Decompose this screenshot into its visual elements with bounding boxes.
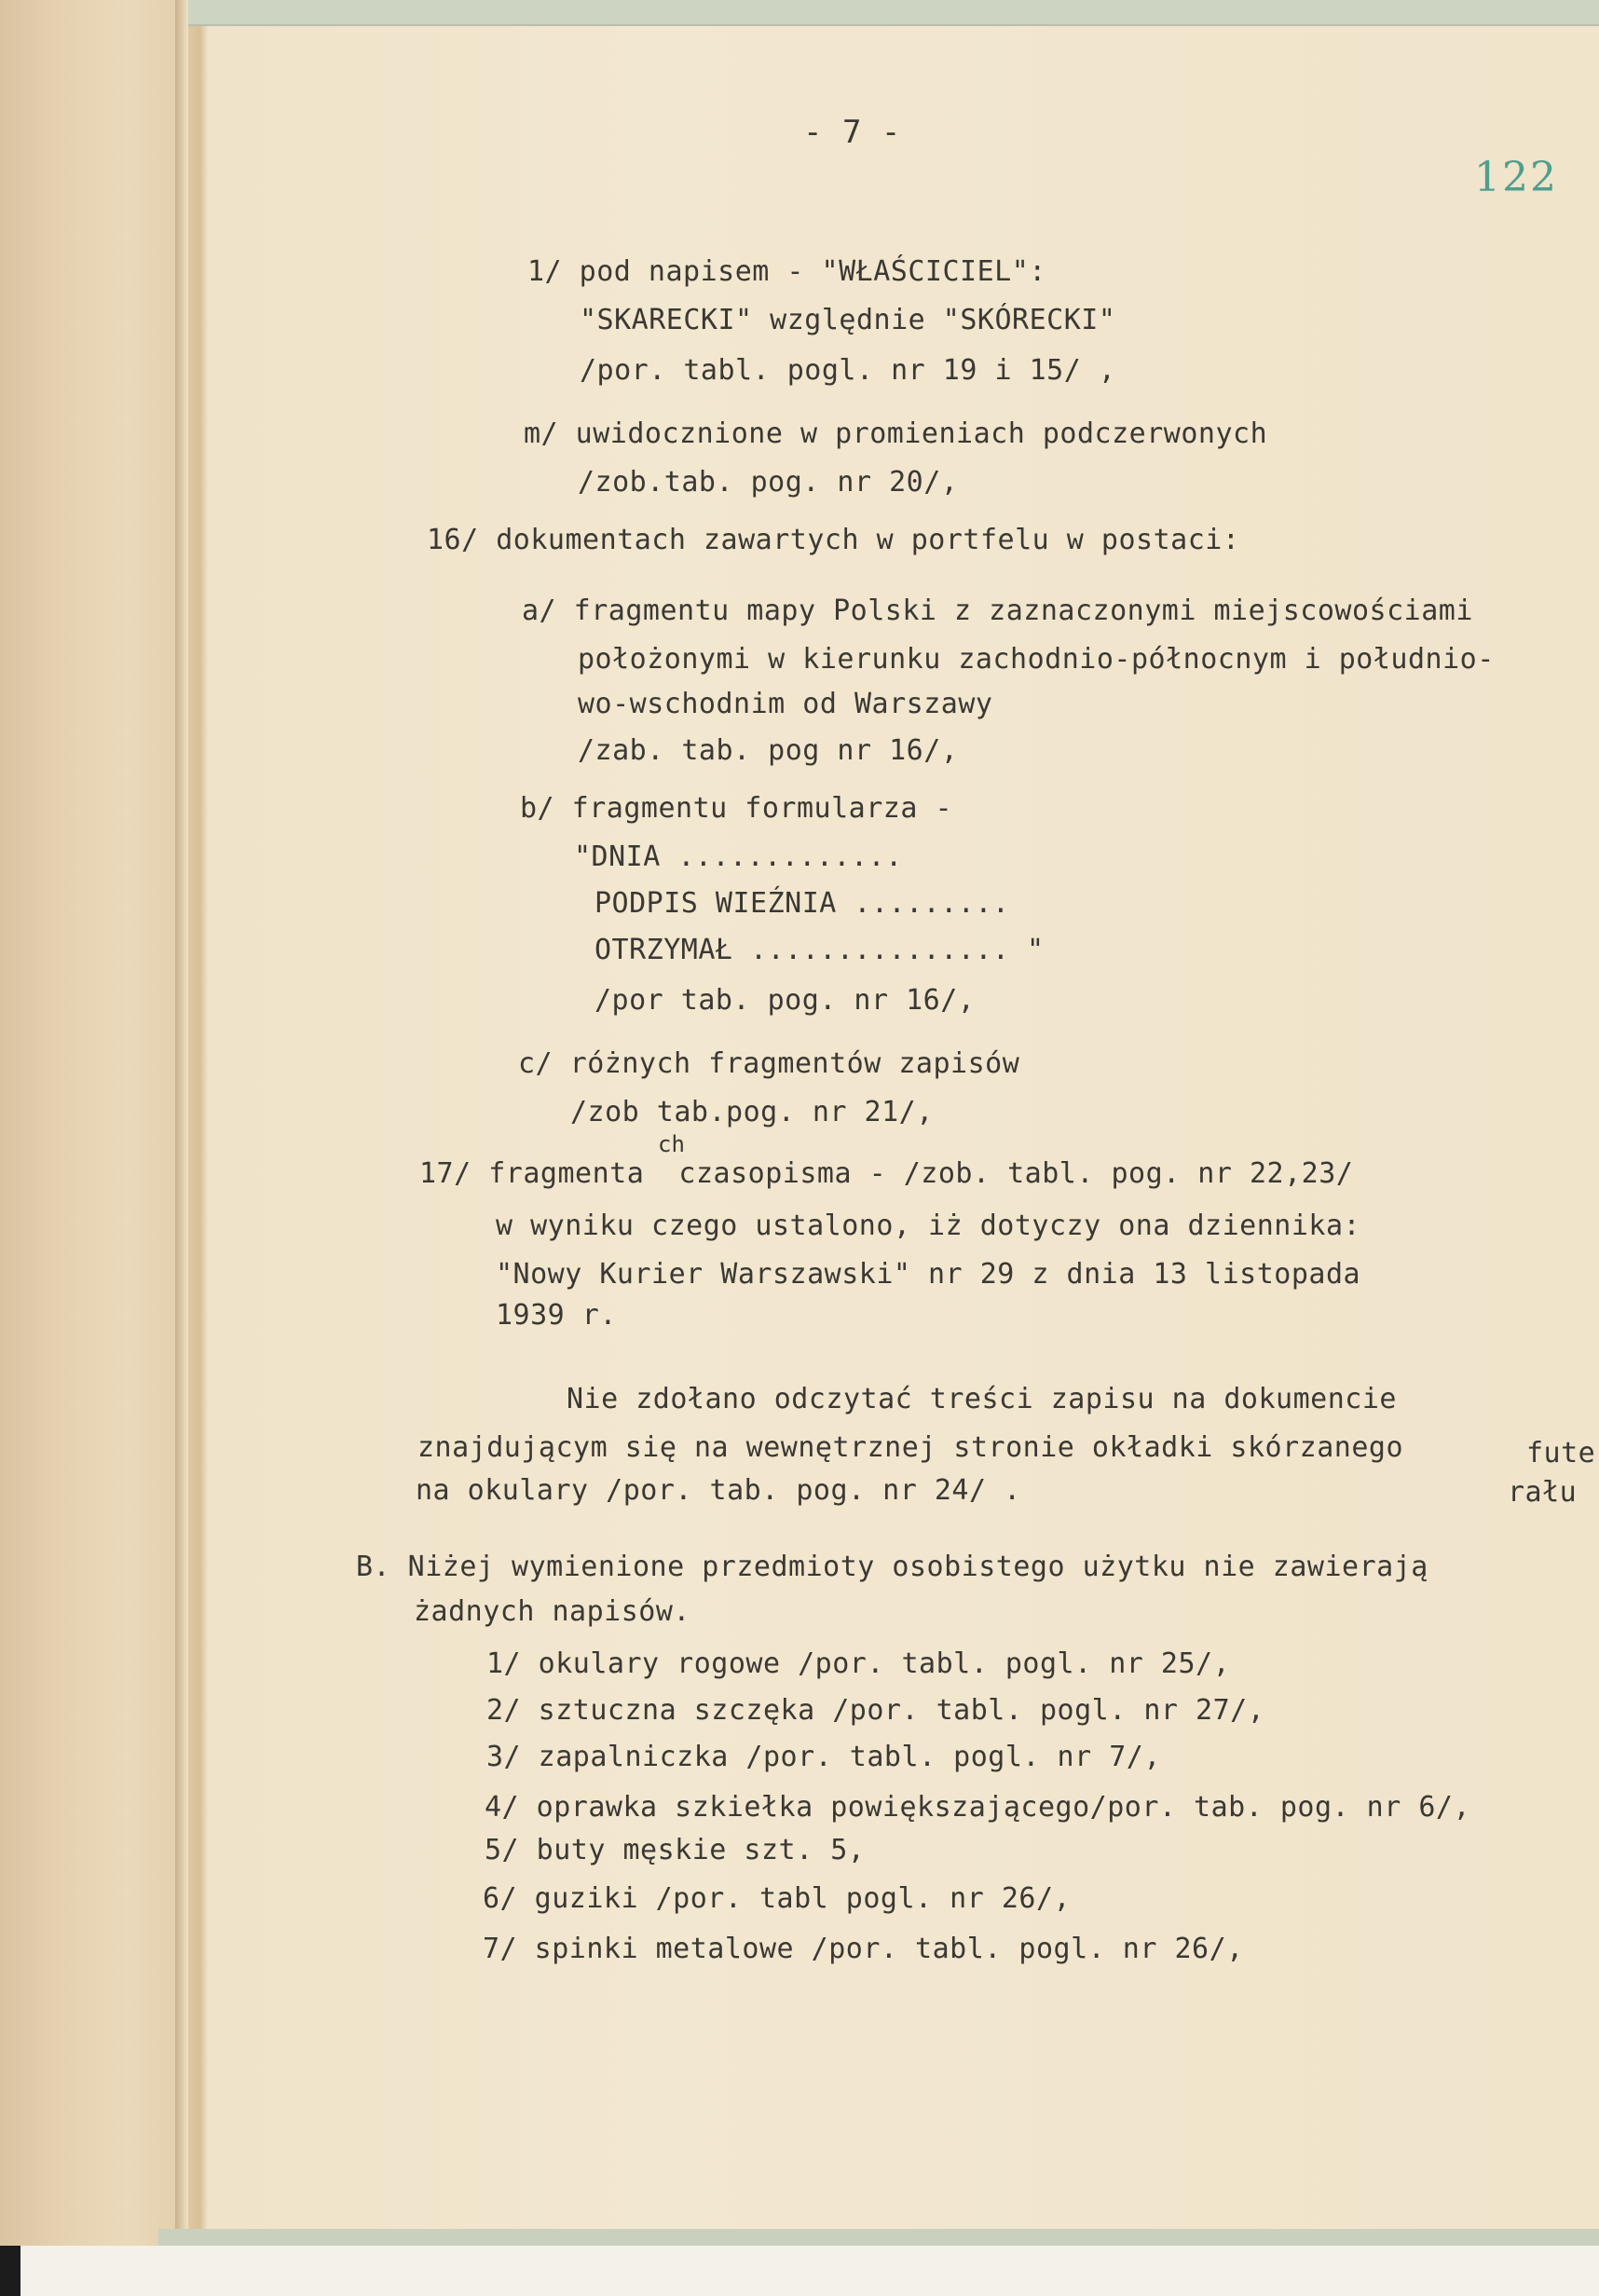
line-l16: c/ różnych fragmentów zapisów: [518, 1047, 1020, 1080]
line-l15: /por tab. pog. nr 16/,: [594, 984, 976, 1017]
line-l27: 1/ okulary rogowe /por. tabl. pogl. nr 25/,: [486, 1647, 1231, 1680]
line-l4: m/ uwidocznione w promieniach podczerwonych: [524, 417, 1268, 450]
line-l8: położonymi w kierunku zachodnio-północnym i południo-: [578, 643, 1495, 676]
archive-stamp: 122: [1474, 154, 1558, 201]
line-l13: PODPIS WIEŹNIA .........: [594, 887, 1010, 920]
line-l2: "SKARECKI" względnie "SKÓRECKI": [580, 304, 1116, 336]
line-l33: 7/ spinki metalowe /por. tabl. pogl. nr 26/,: [483, 1933, 1244, 1965]
line-l3: /por. tabl. pogl. nr 19 i 15/ ,: [580, 354, 1116, 387]
line-l7: a/ fragmentu mapy Polski z zaznaczonymi miejscowościami: [522, 594, 1473, 627]
line-l9: wo-wschodnim od Warszawy: [578, 688, 993, 720]
line-l24: na okulary /por. tab. pog. nr 24/ .: [416, 1474, 1021, 1507]
line-l11: b/ fragmentu formularza -: [520, 792, 953, 825]
line-l32: 6/ guziki /por. tabl pogl. nr 26/,: [483, 1882, 1072, 1915]
line-l30: 4/ oprawka szkiełka powiększającego/por. tab. pog. nr 6/,: [485, 1791, 1471, 1824]
superscript-ch: ch: [658, 1131, 685, 1157]
line-l24b: rału: [1508, 1476, 1578, 1509]
line-l12: "DNIA .............: [574, 840, 903, 873]
line-l31: 5/ buty męskie szt. 5,: [485, 1834, 866, 1866]
line-l25: B. Niżej wymienione przedmioty osobistego użytku nie zawierają: [356, 1551, 1428, 1583]
line-l26: żadnych napisów.: [414, 1595, 690, 1628]
line-l20: "Nowy Kurier Warszawski" nr 29 z dnia 13 listopada: [496, 1258, 1361, 1291]
line-l21: 1939 r.: [496, 1299, 617, 1332]
line-l14: OTRZYMAŁ ............... ": [594, 934, 1045, 966]
line-l19: w wyniku czego ustalono, iż dotyczy ona dziennika:: [496, 1210, 1361, 1242]
line-l10: /zab. tab. pog nr 16/,: [578, 734, 959, 767]
line-l17: /zob tab.pog. nr 21/,: [570, 1096, 934, 1128]
line-l23b: futе: [1526, 1437, 1596, 1469]
line-l1: 1/ pod napisem - "WŁAŚCICIEL":: [527, 255, 1046, 288]
page-number: - 7 -: [803, 114, 901, 151]
line-l23: znajdującym się na wewnętrznej stronie okładki skórzanego: [417, 1431, 1404, 1464]
line-l5: /zob.tab. pog. nr 20/,: [578, 466, 959, 499]
line-l22: Nie zdołano odczytać treści zapisu na dokumencie: [567, 1383, 1397, 1415]
line-l29: 3/ zapalniczka /por. tabl. pogl. nr 7/,: [486, 1741, 1161, 1773]
line-l28: 2/ sztuczna szczęka /por. tabl. pogl. nr 27/,: [486, 1694, 1265, 1727]
line-l6: 16/ dokumentach zawartych w portfelu w postaci:: [427, 524, 1240, 556]
line-l18: 17/ fragmenta czasopisma - /zob. tabl. pog. nr 22,23/: [419, 1157, 1354, 1190]
